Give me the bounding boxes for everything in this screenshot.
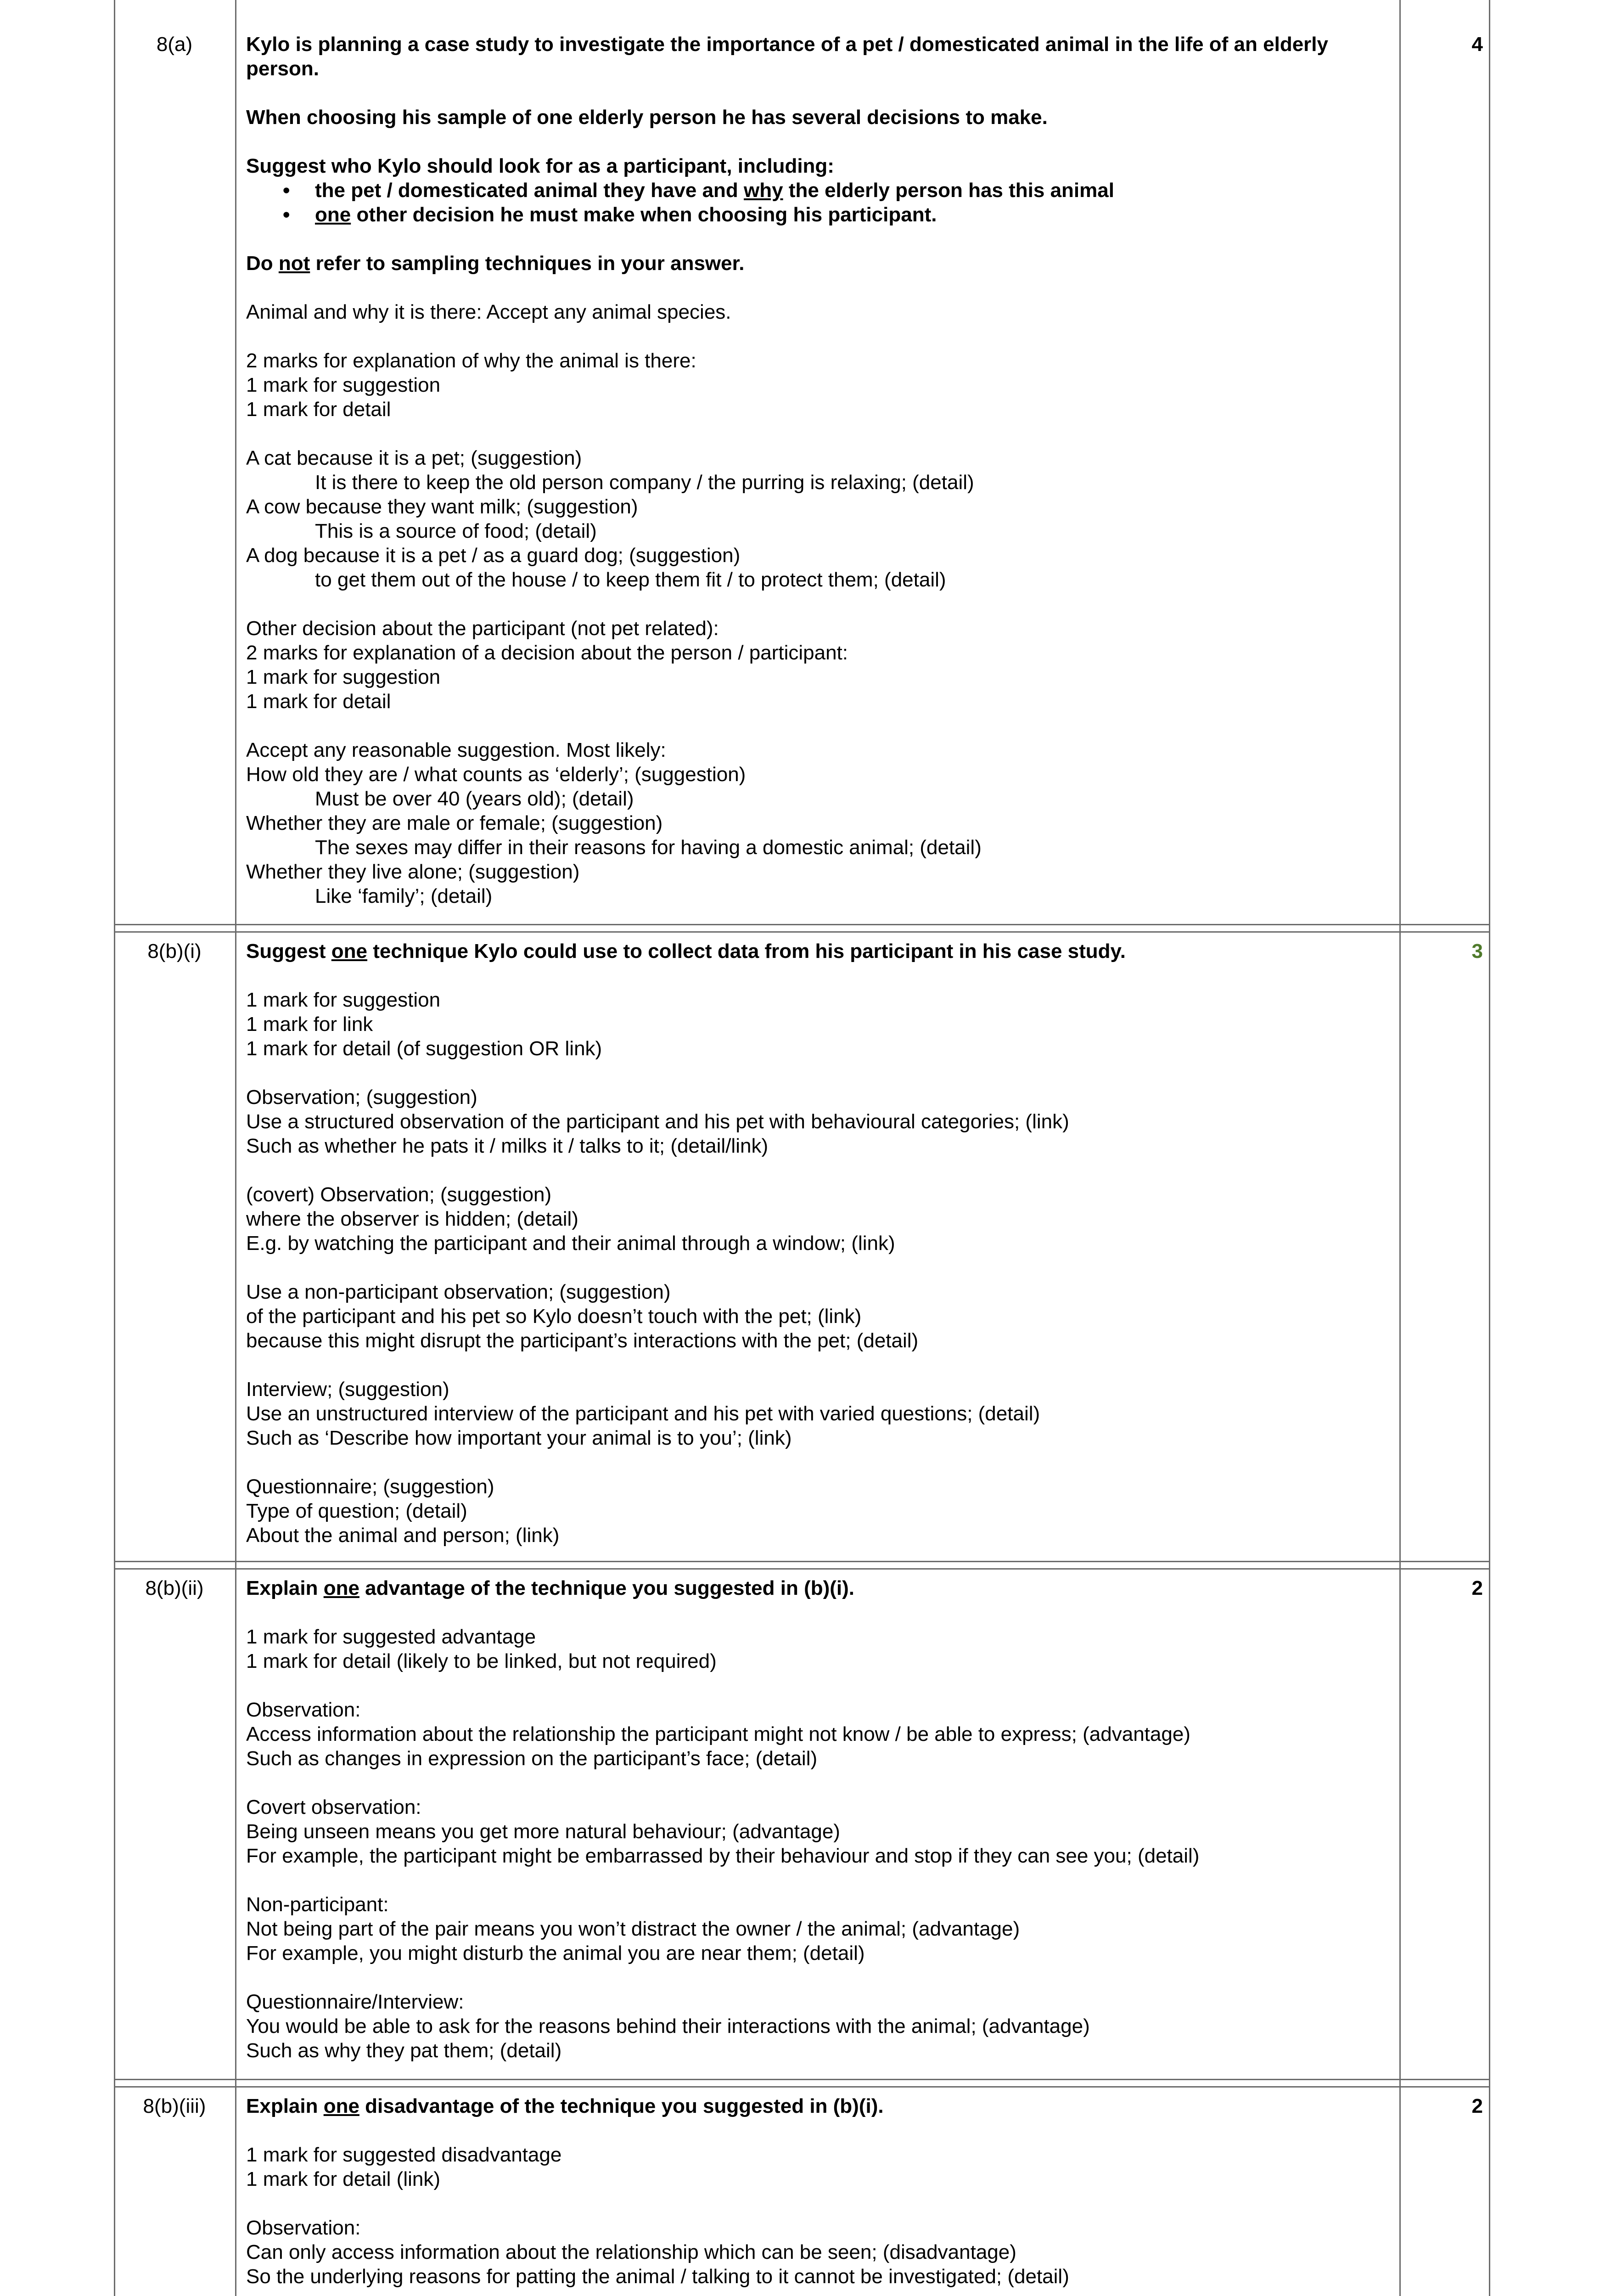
guidance-line: The sexes may differ in their reasons for having a domestic animal; (detail) [315,836,982,859]
question-bullet-list [246,178,1389,227]
guidance-line: of the participant and his pet so Kylo doesn’t touch with the pet; (link) [246,1305,862,1328]
row-divider [114,1561,1490,1562]
question-content [246,939,1389,1548]
question-number: 8(b)(iii) [143,2095,206,2117]
guidance-line: Interview; (suggestion) [246,1378,449,1401]
mark-scheme-guidance [246,988,1389,1548]
guidance-line: 1 mark for detail (of suggestion OR link) [246,1037,602,1060]
question-bullet: • one other decision he must make when choosing his participant. [283,203,937,226]
guidance-line: Use an unstructured interview of the participant and his pet with varied questions; (detail) [246,1402,1040,1425]
guidance-line: 1 mark for suggested disadvantage [246,2144,562,2166]
question-number: 8(b)(ii) [145,1577,204,1599]
guidance-line: 1 mark for suggestion [246,374,441,396]
table-divider-marks [1399,0,1401,2296]
table-border-left [114,0,115,2296]
guidance-line: For example, you might disturb the animal you are near them; (detail) [246,1942,865,1964]
row-divider [114,1568,1490,1570]
guidance-line: Access information about the relationship the participant might not know / be able to express; (advantage) [246,1723,1190,1745]
mark-scheme-guidance [246,1625,1389,2063]
guidance-line: 2 marks for explanation of a decision about the person / participant: [246,642,848,664]
question-stem: Suggest who Kylo should look for as a participant, including: [246,155,834,177]
guidance-line: 1 mark for link [246,1013,373,1035]
question-stem: Explain one advantage of the technique you suggested in (b)(i). [246,1577,855,1599]
guidance-line: Animal and why it is there: Accept any animal species. [246,301,731,323]
guidance-line: E.g. by watching the participant and their animal through a window; (link) [246,1232,895,1255]
question-number: 8(a) [156,33,193,56]
guidance-line: Questionnaire; (suggestion) [246,1475,494,1498]
guidance-line: About the animal and person; (link) [246,1524,560,1547]
question-instruction: Do not refer to sampling techniques in your answer. [246,252,745,275]
marks-value: 2 [1471,2095,1483,2117]
guidance-line: Accept any reasonable suggestion. Most likely: [246,739,666,761]
guidance-line: Use a structured observation of the participant and his pet with behavioural categories; (link) [246,1110,1069,1133]
guidance-line: Questionnaire/Interview: [246,1991,464,2013]
guidance-line: 1 mark for detail (likely to be linked, but not required) [246,1650,717,1672]
guidance-line: Use a non-participant observation; (suggestion) [246,1281,671,1303]
guidance-line: This is a source of food; (detail) [315,520,597,542]
table-border-right [1489,0,1490,2296]
guidance-line: 1 mark for detail (link) [246,2168,441,2190]
marks-value: 4 [1471,33,1483,56]
guidance-line: Other decision about the participant (not pet related): [246,617,719,640]
guidance-line: Such as why they pat them; (detail) [246,2039,562,2062]
question-content [246,32,1389,908]
guidance-line: 1 mark for suggestion [246,666,441,688]
guidance-line: It is there to keep the old person company / the purring is relaxing; (detail) [315,471,974,494]
guidance-line: where the observer is hidden; (detail) [246,1208,578,1230]
guidance-line: Such as whether he pats it / milks it / talks to it; (detail/link) [246,1135,769,1157]
guidance-line: A cow because they want milk; (suggestion) [246,495,638,518]
question-bullet: • the pet / domesticated animal they have and why the elderly person has this animal [283,179,1114,202]
guidance-line: 1 mark for suggestion [246,989,441,1011]
guidance-line: Observation: [246,1699,361,1721]
question-number: 8(b)(i) [147,940,202,962]
guidance-line: (covert) Observation; (suggestion) [246,1183,552,1206]
guidance-line: Non-participant: [246,1893,389,1916]
guidance-line: to get them out of the house / to keep them fit / to protect them; (detail) [315,568,946,591]
question-stem: Kylo is planning a case study to investigate the importance of a pet / domesticated animal in the life of an elderly person. [246,33,1334,80]
bullet-icon: • [283,203,290,226]
question-stem: Suggest one technique Kylo could use to collect data from his participant in his case study. [246,940,1126,962]
marks-value: 2 [1471,1577,1483,1599]
question-stem: When choosing his sample of one elderly person he has several decisions to make. [246,106,1048,129]
guidance-line: because this might disrupt the participant’s interactions with the pet; (detail) [246,1329,919,1352]
guidance-line: A dog because it is a pet / as a guard dog; (suggestion) [246,544,741,567]
row-divider [114,2086,1490,2088]
guidance-line: Whether they live alone; (suggestion) [246,861,580,883]
question-content [246,2094,1389,2296]
table-divider-question-number [235,0,236,2296]
row-divider [114,931,1490,933]
guidance-line: You would be able to ask for the reasons behind their interactions with the animal; (advantage) [246,2015,1090,2037]
bullet-icon: • [283,179,290,202]
guidance-line: 1 mark for detail [246,690,391,713]
guidance-line: 1 mark for detail [246,398,391,421]
guidance-line: 2 marks for explanation of why the animal is there: [246,349,696,372]
guidance-line: Can only access information about the relationship which can be seen; (disadvantage) [246,2241,1016,2263]
guidance-line: Being unseen means you get more natural behaviour; (advantage) [246,1820,840,1843]
guidance-line: A cat because it is a pet; (suggestion) [246,447,582,469]
question-content [246,1576,1389,2063]
guidance-line: How old they are / what counts as ‘elderly’; (suggestion) [246,763,746,786]
mark-scheme-guidance [246,2143,1389,2296]
guidance-line: Covert observation: [246,1796,421,1818]
mark-scheme-guidance [246,300,1389,908]
guidance-line: So the underlying reasons for patting the animal / talking to it cannot be investigated; (detail) [246,2265,1069,2288]
guidance-line: Must be over 40 (years old); (detail) [315,788,634,810]
row-divider [114,924,1490,925]
row-divider [114,2079,1490,2080]
guidance-line: Not being part of the pair means you won’t distract the owner / the animal; (advantage) [246,1918,1020,1940]
guidance-line: Observation; (suggestion) [246,1086,477,1109]
guidance-line: For example, the participant might be embarrassed by their behaviour and stop if they can see you; (detail) [246,1845,1200,1867]
guidance-line: Observation: [246,2217,361,2239]
marks-value: 3 [1471,940,1483,962]
guidance-line: 1 mark for suggested advantage [246,1626,536,1648]
guidance-line: Such as changes in expression on the participant’s face; (detail) [246,1747,818,1770]
guidance-line: Like ‘family’; (detail) [315,885,493,907]
guidance-line: Such as ‘Describe how important your animal is to you’; (link) [246,1427,792,1449]
guidance-line: Whether they are male or female; (suggestion) [246,812,663,834]
question-stem: Explain one disadvantage of the technique you suggested in (b)(i). [246,2095,884,2117]
guidance-line: Type of question; (detail) [246,1500,467,1522]
